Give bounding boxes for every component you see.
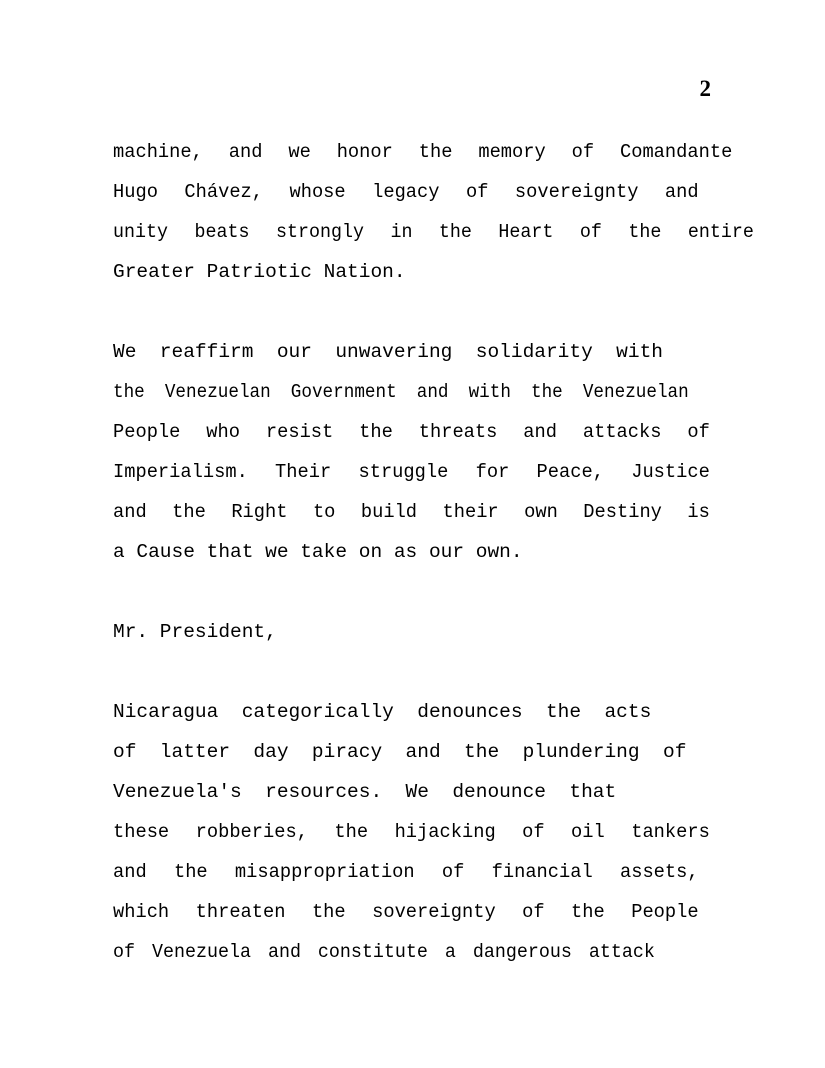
text-line: We reaffirm our unwavering solidarity with — [113, 341, 663, 363]
paragraph-1 — [113, 132, 754, 292]
paragraph-2 — [113, 332, 711, 572]
text-line: Mr. President, — [113, 621, 277, 643]
text-line: Hugo Chávez, whose legacy of sovereignty and — [113, 181, 699, 203]
text-line: and the Right to build their own Destiny is — [113, 501, 710, 523]
text-line: Greater Patriotic Nation. — [113, 261, 406, 283]
page-number: 2 — [699, 76, 711, 101]
paragraph-3 — [113, 612, 711, 652]
text-line: which threaten the sovereignty of the People — [113, 901, 699, 923]
text-line: these robberies, the hijacking of oil tankers — [113, 821, 710, 843]
text-line: a Cause that we take on as our own. — [113, 541, 523, 563]
paragraph-4 — [113, 692, 711, 972]
text-line: People who resist the threats and attacks of — [113, 421, 710, 443]
text-line: of latter day piracy and the plundering of — [113, 741, 687, 763]
text-line: Imperialism. Their struggle for Peace, Justice — [113, 461, 710, 483]
text-line: the Venezuelan Government and with the Venezuelan — [113, 381, 689, 403]
document-body — [113, 132, 754, 972]
text-line: unity beats strongly in the Heart of the entire — [113, 221, 754, 243]
text-line: of Venezuela and constitute a dangerous attack — [113, 941, 655, 963]
text-line: and the misappropriation of financial assets, — [113, 861, 699, 883]
text-line: Nicaragua categorically denounces the acts — [113, 701, 652, 723]
text-line: Venezuela's resources. We denounce that — [113, 781, 617, 803]
text-line: machine, and we honor the memory of Comandante — [113, 141, 733, 163]
